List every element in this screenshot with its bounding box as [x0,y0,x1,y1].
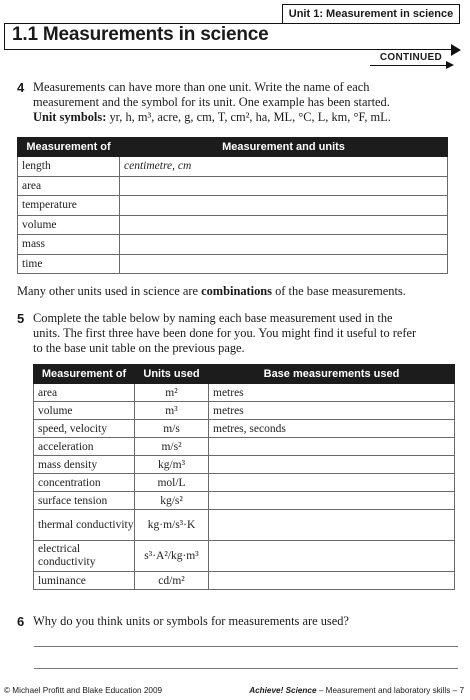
q5-header-base: Base measurements used [209,365,455,384]
q5-line-3: to the base unit table on the previous page. [33,341,245,355]
q4-cell-measurement: area [18,176,120,196]
q4-answer-cell[interactable] [120,215,448,235]
title-arrow-icon [451,44,461,56]
q5-cell-measurement: mass density [34,456,135,474]
q4-header-units: Measurement and units [120,138,448,157]
table-row [18,176,448,196]
q5-answer-cell[interactable]: metres, seconds [209,420,455,438]
q4-header-measurement: Measurement of [18,138,120,157]
q5-cell-units: m³ [135,402,209,420]
q4-symbols-list: yr, h, m³, acre, g, cm, T, cm², ha, ML, °C, L, km, °F, mL. [109,110,391,124]
q5-answer-cell[interactable]: metres [209,384,455,402]
answer-line[interactable] [34,668,458,669]
q5-cell-measurement: speed, velocity [34,420,135,438]
q5-cell-units: kg/m³ [135,456,209,474]
combinations-bold: combinations [201,284,273,298]
q4-symbols [33,110,391,125]
table-row [34,541,455,572]
q5-answer-cell[interactable] [209,474,455,492]
q6-text: Why do you think units or symbols for measurements are used? [33,614,349,628]
q5-cell-measurement: surface tension [34,492,135,510]
table-row [18,215,448,235]
q5-cell-measurement: acceleration [34,438,135,456]
q5-cell-measurement: luminance [34,572,135,590]
q4-cell-measurement: mass [18,235,120,255]
q4-answer-cell[interactable] [120,254,448,274]
q5-cell-measurement: electrical conductivity [34,541,135,572]
q5-header-units: Units used [135,365,209,384]
footer-book-title: Achieve! Science [249,686,317,695]
combinations-after: of the base measurements. [272,284,406,298]
q4-cell-measurement: length [18,157,120,177]
table-row [34,492,455,510]
q4-cell-measurement: volume [18,215,120,235]
table-row [34,384,455,402]
continued-label: CONTINUED [379,52,442,63]
q4-symbols-label: Unit symbols: [33,110,107,124]
table-row [34,438,455,456]
table-row [18,235,448,255]
page-title: 1.1 Measurements in science [12,24,269,45]
q5-cell-units: m² [135,384,209,402]
q6-number: 6 [17,614,25,629]
table-row [18,157,448,177]
q5-cell-units: kg·m/s³·K [135,510,209,541]
q5-cell-measurement: concentration [34,474,135,492]
table-row [34,572,455,590]
combinations-text [17,284,406,299]
q5-answer-cell[interactable] [209,492,455,510]
continued-rule [370,65,448,66]
table-row [34,420,455,438]
q5-text [33,311,416,356]
q4-table-header [18,138,448,157]
q5-header-measurement: Measurement of [34,365,135,384]
q5-answer-cell[interactable]: metres [209,402,455,420]
table-row [34,474,455,492]
q5-table [33,364,455,590]
unit-tab: Unit 1: Measurement in science [282,4,460,24]
footer-copyright: © Michael Profitt and Blake Education 2009 [4,686,163,695]
q5-cell-units: mol/L [135,474,209,492]
q4-answer-cell[interactable] [120,235,448,255]
q5-cell-units: cd/m² [135,572,209,590]
q5-line-1: Complete the table below by naming each base measurement used in the [33,311,393,325]
q5-table-header [34,365,455,384]
footer-section: – Measurement and laboratory skills – 7 [316,686,464,695]
q4-cell-measurement: temperature [18,196,120,216]
table-row [34,402,455,420]
q5-answer-cell[interactable] [209,541,455,572]
table-row [18,196,448,216]
title-rule [4,49,452,50]
q4-line-2: measurement and the symbol for its unit. One example has been started. [33,95,390,109]
q5-line-2: units. The first three have been done for you. You might find it useful to refer [33,326,417,340]
table-row [18,254,448,274]
q5-cell-units: m/s [135,420,209,438]
table-row [34,456,455,474]
q5-cell-units: m/s² [135,438,209,456]
q4-text [33,80,391,125]
q5-answer-cell[interactable] [209,438,455,456]
q5-cell-measurement: area [34,384,135,402]
q5-number: 5 [17,311,25,326]
q5-cell-measurement: thermal conductivity [34,510,135,541]
q4-answer-cell[interactable] [120,196,448,216]
q5-cell-measurement: volume [34,402,135,420]
q4-table [17,137,448,274]
table-row [34,510,455,541]
q4-answer-cell[interactable] [120,176,448,196]
q5-answer-cell[interactable] [209,572,455,590]
q5-answer-cell[interactable] [209,456,455,474]
q5-cell-units: s³·A²/kg·m³ [135,541,209,572]
q4-answer-cell[interactable]: centimetre, cm [120,157,448,177]
footer-page-info [249,686,464,695]
combinations-before: Many other units used in science are [17,284,202,298]
q4-number: 4 [17,80,25,95]
continued-arrow-icon [446,61,454,69]
q4-line-1: Measurements can have more than one unit. Write the name of each [33,80,370,94]
q4-cell-measurement: time [18,254,120,274]
answer-line[interactable] [34,646,458,647]
q5-answer-cell[interactable] [209,510,455,541]
q5-cell-units: kg/s² [135,492,209,510]
